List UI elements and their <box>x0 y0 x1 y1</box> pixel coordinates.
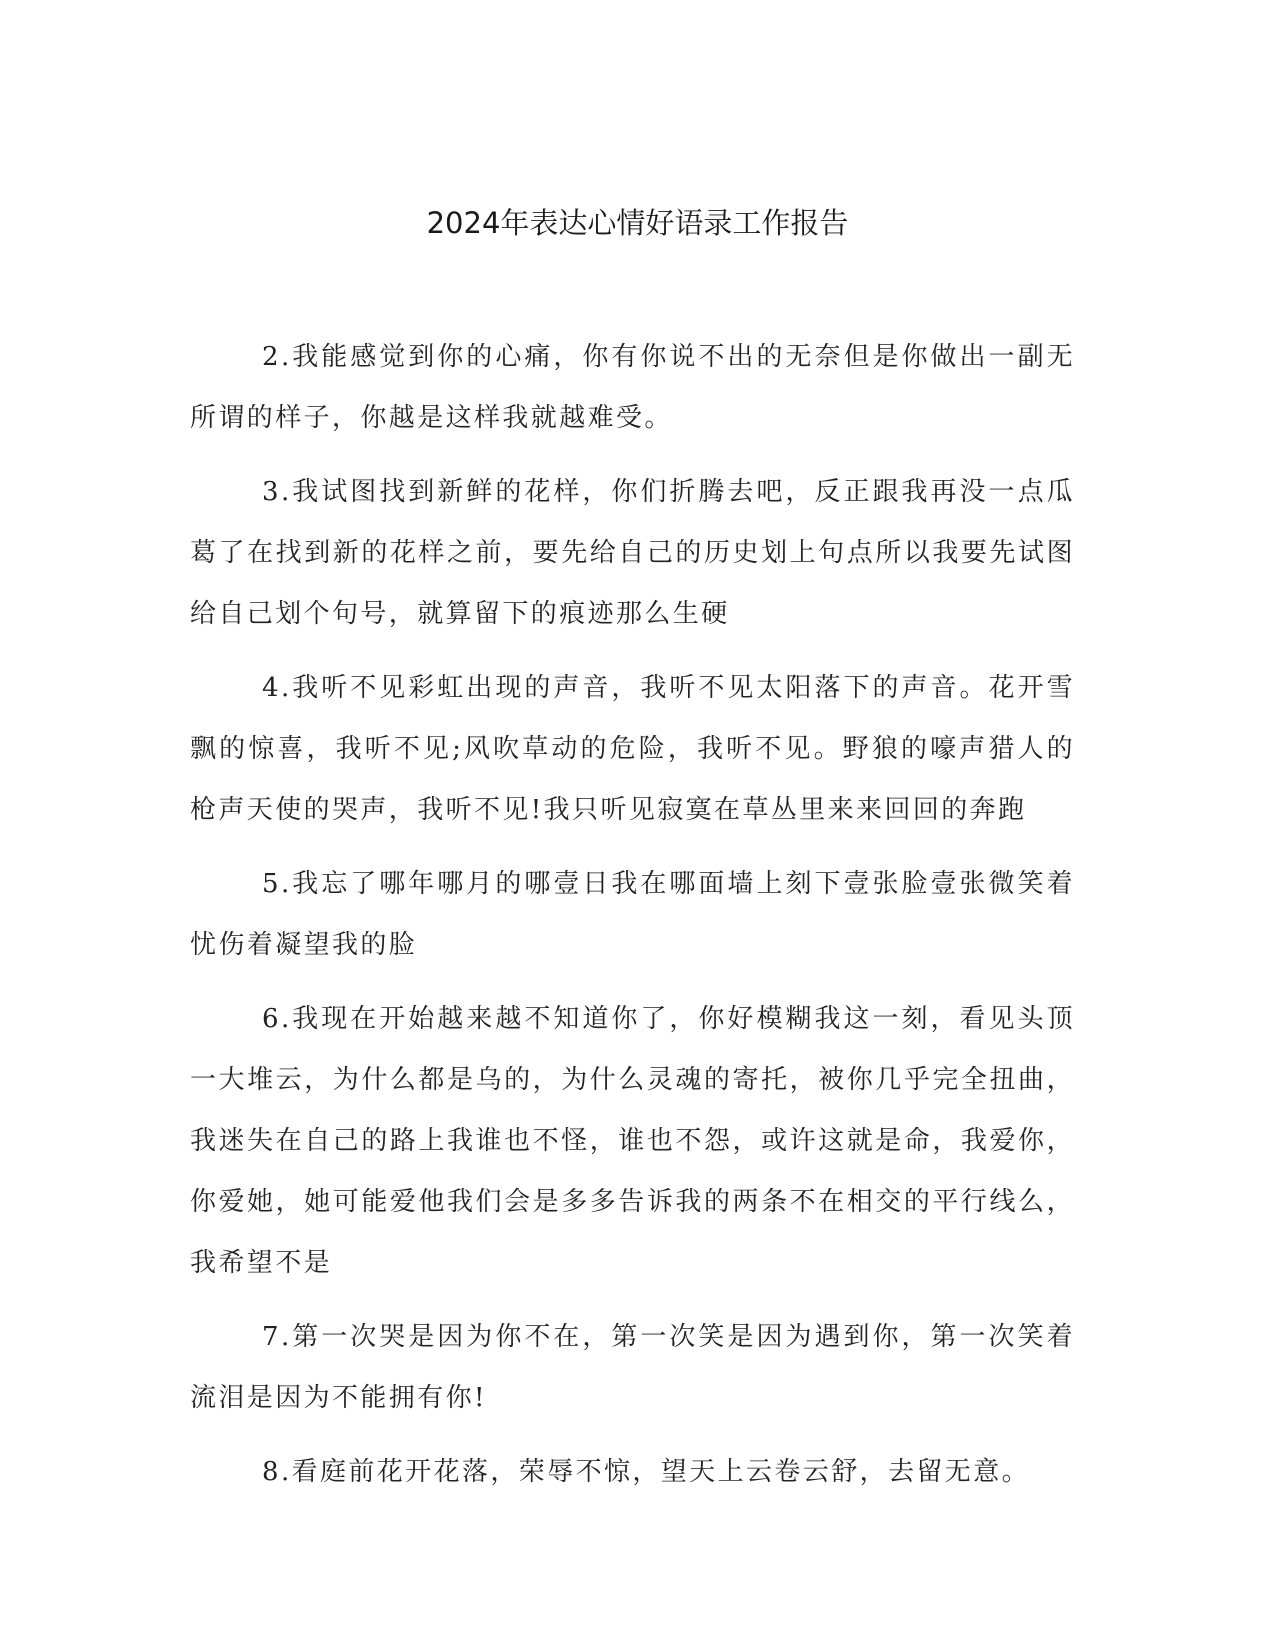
paragraph-5: 5.我忘了哪年哪月的哪壹日我在哪面墙上刻下壹张脸壹张微笑着忧伤着凝望我的脸 <box>190 869 1075 960</box>
document-body <box>190 327 1075 1516</box>
paragraph-3: 3.我试图找到新鲜的花样，你们折腾去吧，反正跟我再没一点瓜葛了在找到新的花样之前，要先给自己的历史划上句点所以我要先试图给自己划个句号，就算留下的痕迹那么生硬 <box>190 477 1075 629</box>
document-title: 2024年表达心情好语录工作报告 <box>426 206 849 240</box>
paragraph-6: 6.我现在开始越来越不知道你了，你好模糊我这一刻，看见头顶一大堆云，为什么都是乌的，为什么灵魂的寄托，被你几乎完全扭曲，我迷失在自己的路上我谁也不怪，谁也不怨，或许这就是命，我爱你，你爱她，她可能爱他我们会是多多告诉我的两条不在相交的平行线么，我希望不是 <box>190 1004 1075 1278</box>
paragraph-7: 7.第一次哭是因为你不在，第一次笑是因为遇到你，第一次笑着流泪是因为不能拥有你! <box>190 1322 1075 1413</box>
paragraph-2: 2.我能感觉到你的心痛，你有你说不出的无奈但是你做出一副无所谓的样子，你越是这样我就越难受。 <box>190 342 1075 433</box>
paragraph-4: 4.我听不见彩虹出现的声音，我听不见太阳落下的声音。花开雪飘的惊喜，我听不见;风吹草动的危险，我听不见。野狼的嚎声猎人的枪声天使的哭声，我听不见!我只听见寂寞在草丛里来来回回的奔跑 <box>190 673 1075 825</box>
paragraph-8: 8.看庭前花开花落，荣辱不惊，望天上云卷云舒，去留无意。 <box>262 1457 1031 1487</box>
